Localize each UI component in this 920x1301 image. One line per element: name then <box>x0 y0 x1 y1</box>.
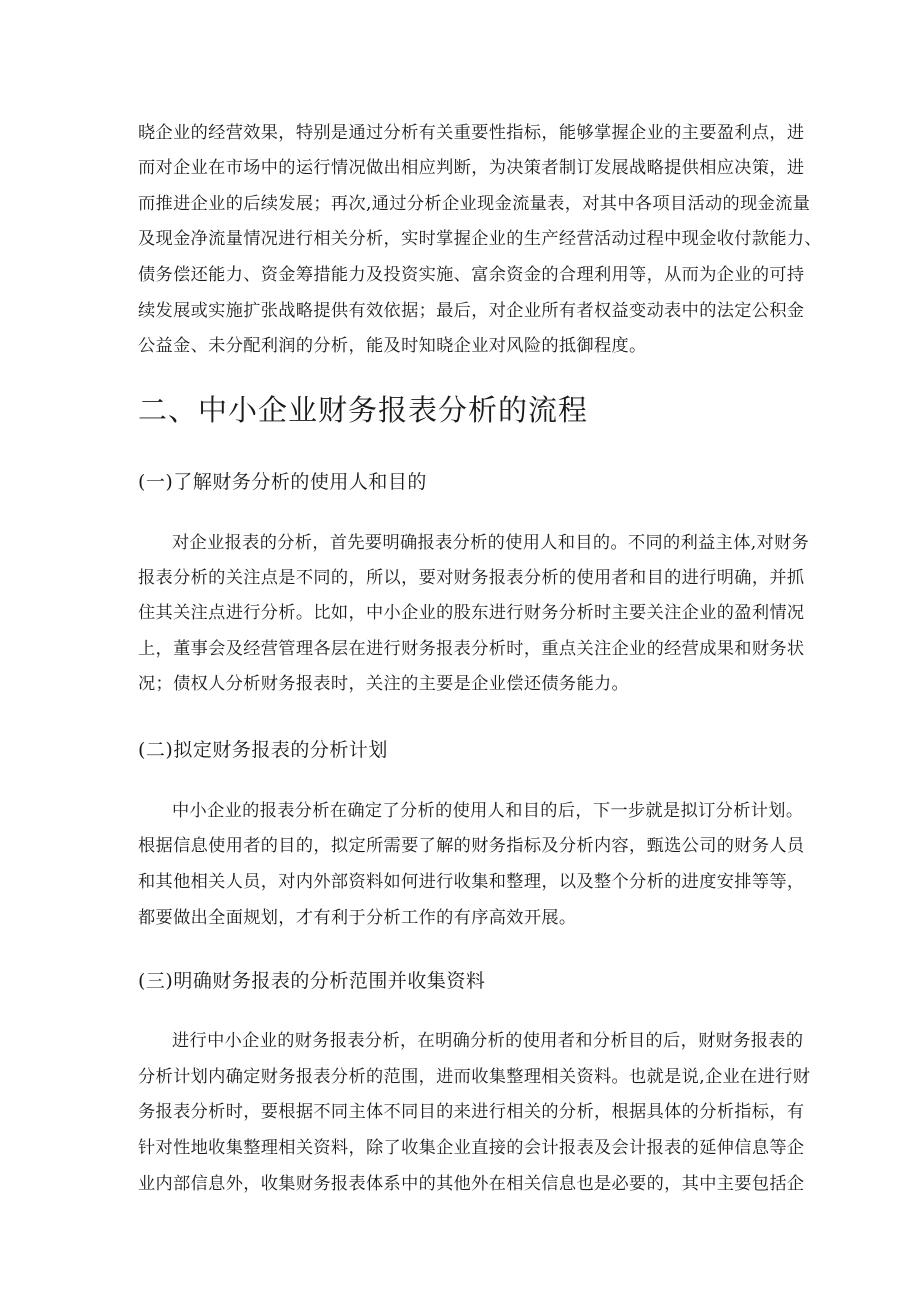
paragraph-line: 和其他相关人员，对内外部资料如何进行收集和整理，以及整个分析的进度安排等等， <box>138 872 805 892</box>
paragraph-line: 而推进企业的后续发展；再次,通过分析企业现金流量表，对其中各项目活动的现金流量 <box>138 194 811 214</box>
section-title: 二、中小企业财务报表分析的流程 <box>138 393 589 427</box>
paragraph-line: 对企业报表的分析，首先要明确报表分析的使用人和目的。不同的利益主体,对财务 <box>172 533 810 553</box>
paragraph-line: 及现金净流量情况进行相关分析，实时掌握企业的生产经营活动过程中现金收付款能力、 <box>138 229 822 249</box>
paragraph-line: 根据信息使用者的目的，拟定所需要了解的财务指标及分析内容，甄选公司的财务人员 <box>138 836 805 856</box>
paragraph-line: 业内部信息外，收集财务报表体系中的其他外在相关信息也是必要的，其中主要包括企 <box>138 1174 805 1194</box>
subsection-title: (二)拟定财务报表的分析计划 <box>138 739 388 761</box>
subsection-title: (一)了解财务分析的使用人和目的 <box>138 471 427 493</box>
paragraph-line: 报表分析的关注点是不同的，所以，要对财务报表分析的使用者和目的进行明确，并抓 <box>138 568 805 588</box>
paragraph-line: 针对性地收集整理相关资料，除了收集企业直接的会计报表及会计报表的延伸信息等企 <box>138 1138 805 1158</box>
paragraph-line: 公益金、未分配利润的分析，能及时知晓企业对风险的抵御程度。 <box>138 336 647 356</box>
paragraph-line: 进行中小企业的财务报表分析，在明确分析的使用者和分析目的后，财财务报表的 <box>172 1031 804 1051</box>
paragraph-line: 务报表分析时，要根据不同主体不同目的来进行相关的分析，根据具体的分析指标，有 <box>138 1102 805 1122</box>
paragraph-line: 债务偿还能力、资金筹措能力及投资实施、富余资金的合理利用等，从而为企业的可持 <box>138 265 805 285</box>
paragraph-line: 住其关注点进行分析。比如，中小企业的股东进行财务分析时主要关注企业的盈利情况 <box>138 603 805 623</box>
paragraph-line: 上，董事会及经营管理各层在进行财务报表分析时，重点关注企业的经营成果和财务状 <box>138 639 805 659</box>
paragraph-line: 中小企业的报表分析在确定了分析的使用人和目的后，下一步就是拟订分析计划。 <box>172 801 804 821</box>
subsection-title: (三)明确财务报表的分析范围并收集资料 <box>138 970 486 992</box>
paragraph-line: 分析计划内确定财务报表分析的范围，进而收集整理相关资料。也就是说,企业在进行财 <box>138 1067 811 1087</box>
paragraph-line: 而对企业在市场中的运行情况做出相应判断，为决策者制订发展战略提供相应决策，进 <box>138 158 805 178</box>
paragraph-line: 都要做出全面规划，才有利于分析工作的有序高效开展。 <box>138 908 577 928</box>
paragraph-line: 续发展或实施扩张战略提供有效依据；最后，对企业所有者权益变动表中的法定公积金 <box>138 301 805 321</box>
paragraph-line: 晓企业的经营效果，特别是通过分析有关重要性指标，能够掌握企业的主要盈利点，进 <box>138 123 805 143</box>
paragraph-line: 况；债权人分析财务报表时，关注的主要是企业偿还债务能力。 <box>138 674 630 694</box>
